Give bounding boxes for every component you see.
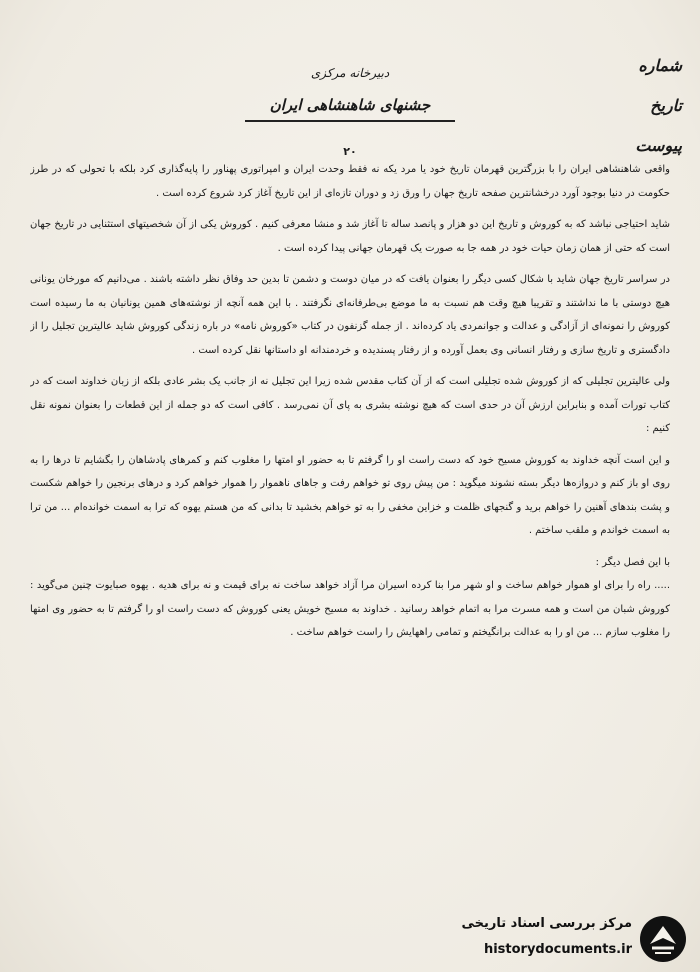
paragraph: و این است آنچه خداوند به کوروش مسیح خود که دست راست او را گرفتم تا به حضور او امتها را مغلوب کنم و کمرهای پادشاهان را بگشایم تا درها را به روی او باز کنم و دروازه‌ها دیگر بسته نشوند میگوید : من پیش روی تو خواهم رفت و جاهای ناهموار را هموار خواهم کرد و درهای برنجین را خواهم شکست و پشت بندهای آهنین را خواهم برید و گنجهای ظلمت و خزاین مخفی را به تو خواهم بخشید تا بدانی که من هستم یهوه که ترا به اسمت خوانده‌ام ... من ترا به اسمت خواندم و ملقب ساختم . — [30, 454, 670, 536]
paragraph: واقعی شاهنشاهی ایران را با بزرگترین قهرمان تاریخ خود یا مرد یکه نه فقط وحدت ایران و امپراتوری پهناور را پایه‌گذاری کرد بلکه با تحولی که در طرز حکومت در دنیا بوجود آورد درخشانترین صفحه تاریخ جهان را ورق زد و دوران تازه‌ای از این تاریخ آغاز کرد شروع کرده است . — [30, 164, 670, 199]
letterhead-office: دبیرخانه مرکزی — [310, 66, 390, 80]
paragraph: ولی عالیترین تجلیلی که از کوروش شده تجلیلی است که از آن کتاب مقدس شده زیرا این تجلیل نه از جانب یک بشر عادی بلکه از زبان خداوند است که در کتاب تورات آمده و بنابراین ارزش آن در حدی است که هیچ نوشته بشری به پای آن نمی‌رسد . کافی است که دو جمله از این قطعات را بعنوان نمونه نقل کنیم : — [30, 376, 670, 434]
paragraph: ..... راه را برای او هموار خواهم ساخت و او شهر مرا بنا کرده اسیران مرا آزاد خواهد ساخت نه برای قیمت و نه برای هدیه . یهوه صبایوت چنین می‌گوید : کوروش شبان من است و همه مسرت مرا به اتمام خواهد رسانید . خداوند به مسیح خویش یعنی کوروش که دست راست او را گرفتم تا به حضور وی امتها را مغلوب سازم ... من او را به عدالت برانگیختم و تمامی راههایش را راست خواهم ساخت . — [30, 580, 670, 638]
paragraph: شاید احتیاجی نباشد که به کوروش و تاریخ این دو هزار و پانصد ساله تا آغاز شد و منشا معرفی کنیم . کوروش یکی از آن شخصیتهای استثنایی در تاریخ جهان است که حتی از همان زمان حیات خود در همه جا به صورت یک قهرمان جهانی پیدا کرده است . — [30, 219, 670, 254]
watermark-url: historydocuments.ir — [483, 942, 632, 957]
number-label: شماره — [638, 56, 682, 75]
page-number: ۲۰ — [343, 145, 357, 158]
paragraph: در سراسر تاریخ جهان شاید با شکال کسی دیگر را بعنوان یافت که در میان دوست و دشمن تا بدین حد وفاق نظر داشته باشند . می‌دانیم که مورخان یونانی هیچ دوستی با ما نداشتند و تقریبا هیچ وقت هم نسبت به ما موضع بی‌طرفانه‌ای نگرفتند . با این همه آنچه از نوشته‌های همین یونانیان به ما رسیده است کوروش را نمونه‌ای از آزادگی و عدالت و جوانمردی یاد کرده‌اند . از جمله گزنفون در کتاب «کوروش نامه» در باره زندگی کوروش شاید عالیترین تجلیل را از دادگستری و تاریخ سازی و رفتار انسانی وی بعمل آورده و از رفتار پسندیده و خردمندانه او داستانها نقل کرده است . — [30, 274, 670, 356]
letterhead-rule — [245, 120, 455, 122]
attachment-label: پیوست — [635, 136, 682, 155]
watermark-title: مرکز بررسی اسناد تاریخی — [461, 916, 632, 931]
letterhead-title: جشنهای شاهنشاهی ایران — [269, 96, 431, 114]
date-label: تاریخ — [650, 96, 682, 115]
archive-logo-icon — [638, 914, 688, 964]
document-body — [30, 158, 670, 938]
paragraph: با این فصل دیگر : — [595, 556, 670, 568]
watermark — [414, 910, 694, 968]
